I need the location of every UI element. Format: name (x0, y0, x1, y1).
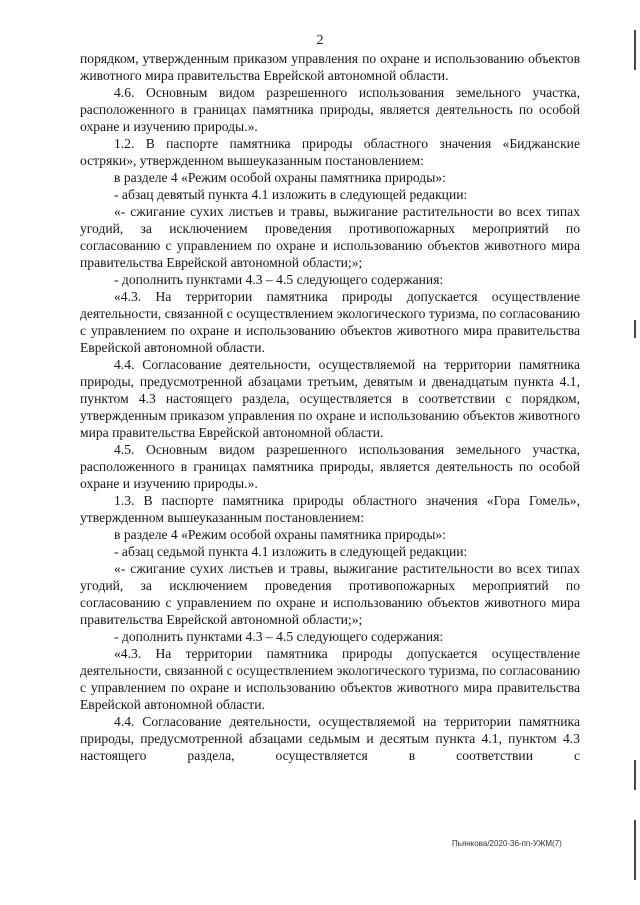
paragraph-section-4-heading-2: в разделе 4 «Режим особой охраны памятника природы»: (114, 527, 446, 542)
scan-edge-mark (634, 760, 636, 790)
paragraph-item-4-4: 4.4. Согласование деятельности, осуществляемой на территории памятника природы, предусмотренной абзацами третьим, девятым и двенадцатым пункта 4.1, пунктом 4.3 настоящего раздела, осуществляется в соответствии с порядком, утвержденным приказом управления по охране и использованию объектов животного мира правительства Еврейской автономной области. (80, 357, 580, 440)
paragraph-amend-4-1: - абзац девятый пункта 4.1 изложить в следующей редакции: (114, 187, 468, 202)
paragraph-amend-4-1-seventh: - абзац седьмой пункта 4.1 изложить в следующей редакции: (114, 544, 468, 559)
scan-edge-mark (634, 820, 636, 880)
paragraph-add-items-2: - дополнить пунктами 4.3 – 4.5 следующего содержания: (114, 629, 444, 644)
scan-edge-mark (634, 320, 636, 338)
paragraph-item-1-2: 1.2. В паспорте памятника природы областного значения «Биджанские остряки», утвержденном вышеуказанным постановлением: (80, 136, 580, 168)
paragraph-item-4-5: 4.5. Основным видом разрешенного использования земельного участка, расположенного в границах памятника природы, является деятельность по особой охране и изучению природы.». (80, 442, 580, 491)
paragraph-item-4-3-second: «4.3. На территории памятника природы допускается осуществление деятельности, связанной с осуществлением экологического туризма, по согласованию с управлением по охране и использованию объектов животного мира правительства Еврейской автономной области. (80, 646, 580, 712)
paragraph-item-1-3: 1.3. В паспорте памятника природы областного значения «Гора Гомель», утвержденном вышеуказанным постановлением: (80, 493, 580, 525)
page-number: 2 (316, 33, 324, 48)
paragraph-add-items: - дополнить пунктами 4.3 – 4.5 следующего содержания: (114, 272, 444, 287)
paragraph-item-4-6: 4.6. Основным видом разрешенного использования земельного участка, расположенного в границах памятника природы, является деятельность по особой охране и изучению природы.». (80, 85, 580, 134)
paragraph-quoted-burning-2: «- сжигание сухих листьев и травы, выжигание растительности во всех типах угодий, за исключением проведения противопожарных мероприятий по согласованию с управлением по охране и использованию объектов животного мира правительства Еврейской автономной области;»; (80, 561, 580, 627)
paragraph-quoted-burning: «- сжигание сухих листьев и травы, выжигание растительности во всех типах угодий, за исключением проведения противопожарных мероприятий по согласованию с управлением по охране и использованию объектов животного мира правительства Еврейской автономной области;»; (80, 204, 580, 270)
document-code: Пьянкова/2020-36-пп-УЖМ(7) (452, 839, 562, 848)
paragraph-section-4-heading: в разделе 4 «Режим особой охраны памятника природы»: (114, 170, 446, 185)
paragraph-continuation: порядком, утвержденным приказом управления по охране и использованию объектов животного мира правительства Еврейской автономной области. (80, 51, 580, 83)
paragraph-item-4-3: «4.3. На территории памятника природы допускается осуществление деятельности, связанной с осуществлением экологического туризма, по согласованию с управлением по охране и использованию объектов животного мира правительства Еврейской автономной области. (80, 289, 580, 355)
paragraph-item-4-4-second: 4.4. Согласование деятельности, осуществляемой на территории памятника природы, предусмотренной абзацами седьмым и десятым пункта 4.1, пунктом 4.3 настоящего раздела, осуществляется в соответствии с (80, 714, 580, 763)
scan-edge-mark (634, 30, 636, 70)
document-body (80, 50, 580, 764)
